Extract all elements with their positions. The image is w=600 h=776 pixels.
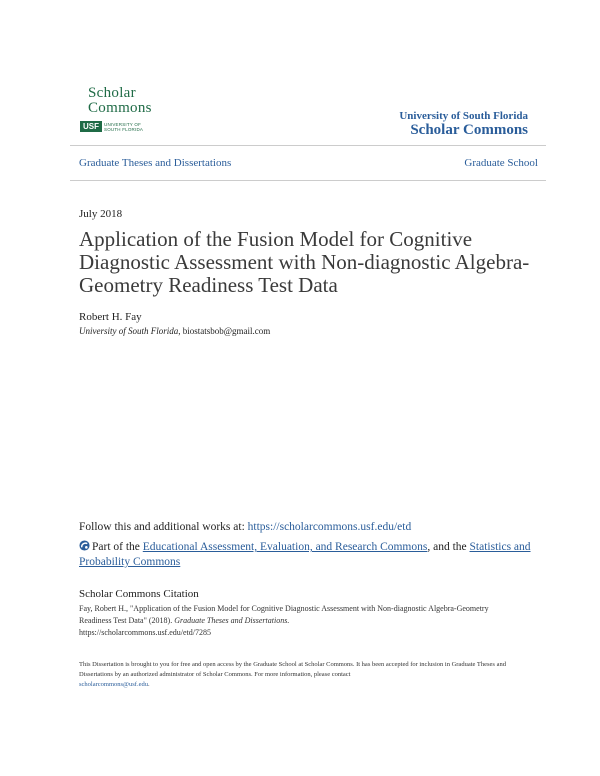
follow-url-link[interactable]: https://scholarcommons.usf.edu/etd — [247, 521, 412, 533]
logo-usf-box: USF — [80, 121, 102, 132]
author-affiliation — [79, 326, 270, 336]
citation-heading: Scholar Commons Citation — [79, 588, 199, 600]
document-title: Application of the Fusion Model for Cognitive Diagnostic Assessment with Non-diagnostic Algebra-Geometry Readiness Test Data — [79, 227, 530, 297]
logo-commons-text: Commons — [88, 100, 152, 116]
follow-label: Follow this and additional works at: — [79, 521, 248, 533]
repository-name[interactable]: Scholar Commons — [410, 122, 528, 138]
author-email: , biostatsbob@gmail.com — [178, 326, 271, 336]
follow-line — [79, 521, 411, 533]
publication-date: July 2018 — [79, 208, 123, 220]
logo-scholar-text: Scholar — [88, 85, 136, 101]
part-of-prefix: Part of the — [92, 541, 143, 553]
header-divider-top — [70, 145, 546, 146]
citation-series: Graduate Theses and Dissertations. — [174, 616, 290, 625]
header-divider-bottom — [70, 180, 546, 181]
part-of-line — [79, 540, 539, 570]
part-of-middle: , and the — [427, 541, 470, 553]
footer-end: . — [148, 681, 150, 688]
statistics-commons-link[interactable]: Statistics and Probability Commons — [79, 541, 531, 568]
department-link[interactable]: Graduate School — [464, 157, 538, 169]
author-name: Robert H. Fay — [79, 311, 142, 323]
network-commons-icon — [79, 540, 90, 551]
scholar-commons-logo[interactable] — [80, 86, 160, 134]
contact-email-link[interactable]: scholarcommons@usf.edu — [79, 681, 148, 688]
logo-usf-line1: UNIVERSITY OF — [104, 122, 142, 127]
institution-name[interactable]: University of South Florida — [399, 110, 528, 122]
footer-notice — [79, 660, 519, 690]
citation-text — [79, 603, 519, 639]
citation-url[interactable]: https://scholarcommons.usf.edu/etd/7285 — [79, 628, 211, 637]
footer-text: This Dissertation is brought to you for free and open access by the Graduate School at Scholar Commons. It has been accepted for inclusion in Graduate Theses and Dissertations by an authorized administrator of Scholar Commons. For more information, please contact — [79, 661, 506, 678]
affiliation-name: University of South Florida — [79, 326, 179, 336]
educational-assessment-commons-link[interactable]: Educational Assessment, Evaluation, and Research Commons — [142, 541, 428, 553]
citation-body: Fay, Robert H., "Application of the Fusion Model for Cognitive Diagnostic Assessment with Non-diagnostic Algebra-Geometry Readiness Test Data" (2018). — [79, 604, 489, 625]
collection-link[interactable]: Graduate Theses and Dissertations — [79, 157, 232, 169]
logo-usf-line2: SOUTH FLORIDA — [104, 127, 144, 132]
